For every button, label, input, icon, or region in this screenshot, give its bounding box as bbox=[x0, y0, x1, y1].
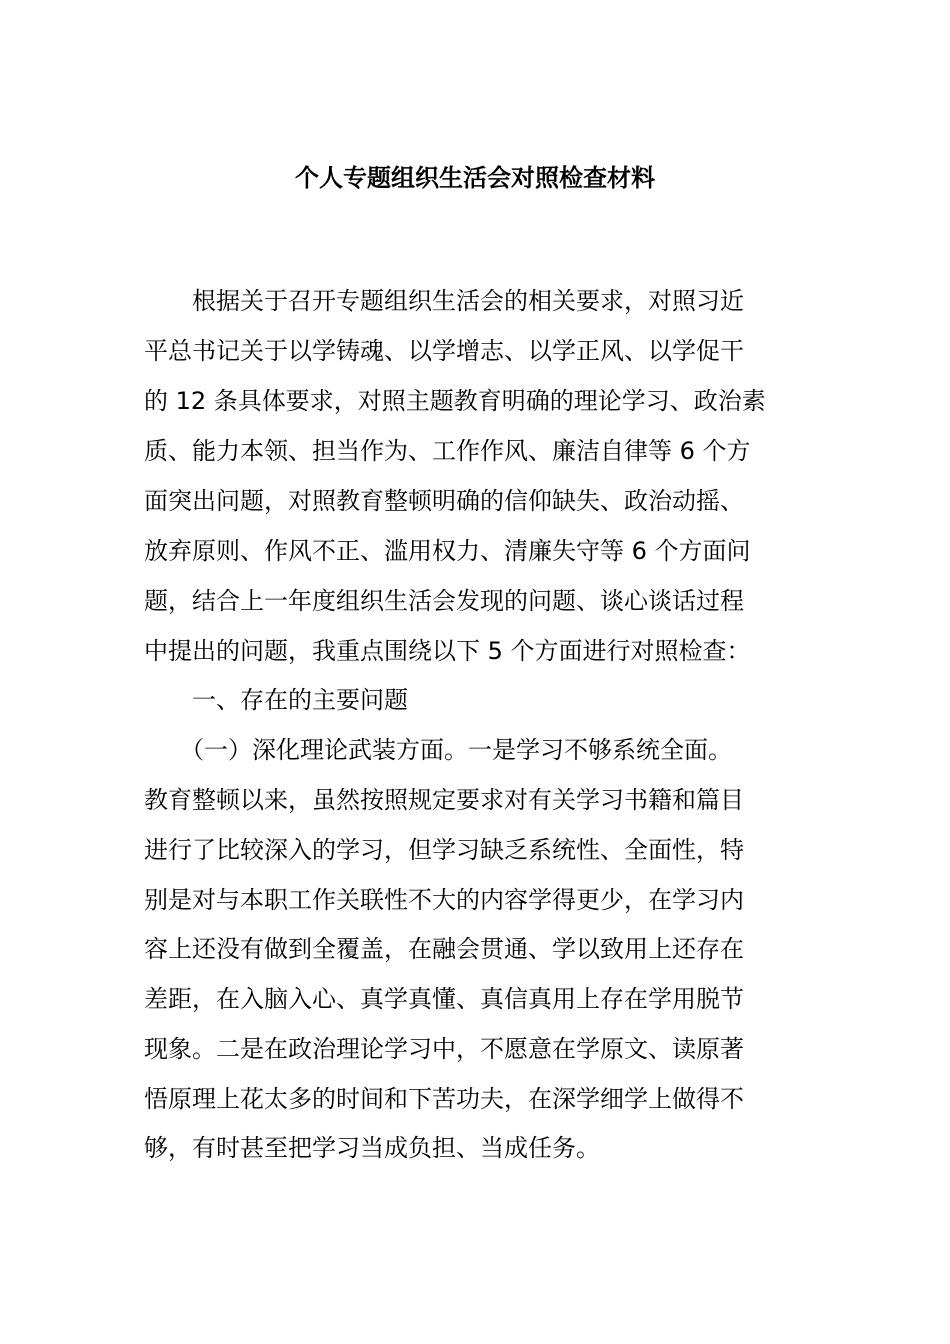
subsection-line: （一）深化理论武装方面。一是学习不够系统全面。 bbox=[144, 736, 732, 764]
body-line: 容上还没有做到全覆盖，在融会贯通、学以致用上还存在 bbox=[144, 935, 744, 963]
body-line: 差距，在入脑入心、真学真懂、真信真用上存在学用脱节 bbox=[144, 985, 744, 1013]
body-line: 平总书记关于以学铸魂、以学增志、以学正风、以学促干 bbox=[144, 337, 744, 365]
document-title: 个人专题组织生活会对照检查材料 bbox=[295, 164, 655, 192]
body-line: 质、能力本领、担当作为、工作作风、廉洁自律等 6 个方 bbox=[144, 437, 751, 465]
body-line: 中提出的问题，我重点围绕以下 5 个方面进行对照检查： bbox=[144, 637, 751, 665]
body-line: 进行了比较深入的学习，但学习缺乏系统性、全面性，特 bbox=[144, 836, 744, 864]
body-line: 根据关于召开专题组织生活会的相关要求，对照习近 bbox=[144, 287, 744, 315]
body-line: 悟原理上花太多的时间和下苦功夫，在深学细学上做得不 bbox=[144, 1085, 744, 1113]
body-line: 的 12 条具体要求，对照主题教育明确的理论学习、政治素 bbox=[144, 387, 766, 415]
body-line: 够，有时甚至把学习当成负担、当成任务。 bbox=[144, 1134, 600, 1162]
body-line: 现象。二是在政治理论学习中，不愿意在学原文、读原著 bbox=[144, 1035, 744, 1063]
body-line: 别是对与本职工作关联性不大的内容学得更少，在学习内 bbox=[144, 886, 744, 914]
section-heading: 一、存在的主要问题 bbox=[144, 686, 408, 714]
body-line: 教育整顿以来，虽然按照规定要求对有关学习书籍和篇目 bbox=[144, 786, 744, 814]
body-line: 面突出问题，对照教育整顿明确的信仰缺失、政治动摇、 bbox=[144, 487, 744, 515]
body-line: 放弃原则、作风不正、滥用权力、清廉失守等 6 个方面问 bbox=[144, 537, 751, 565]
body-line: 题，结合上一年度组织生活会发现的问题、谈心谈话过程 bbox=[144, 587, 744, 615]
